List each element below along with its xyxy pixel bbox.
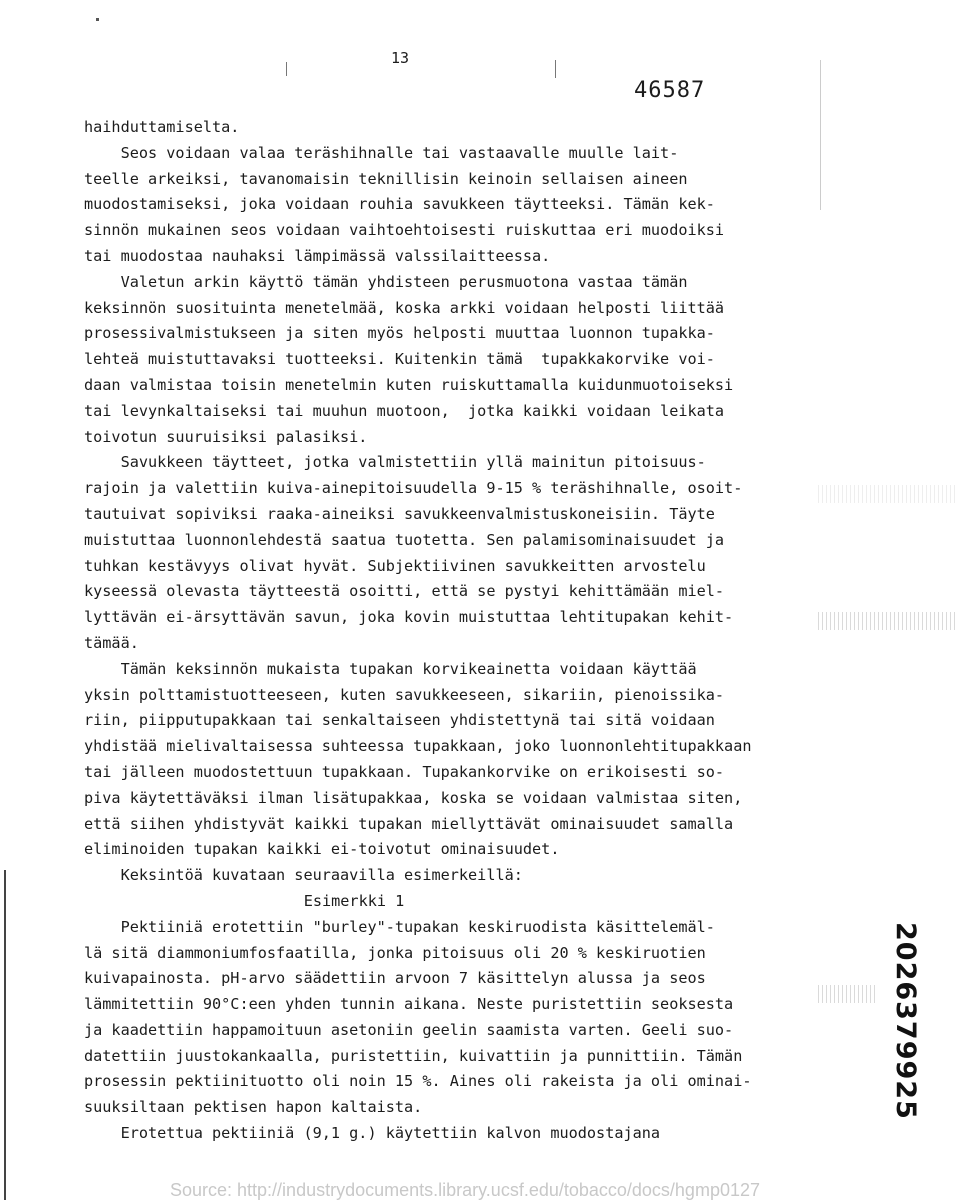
text-line: piva käytettäväksi ilman lisätupakkaa, koska se voidaan valmistaa siten, (84, 788, 743, 807)
scan-mark (555, 60, 556, 78)
text-line: ja kaadettiin happamoituun asetoniin geelin saamista varten. Geeli suo- (84, 1020, 734, 1039)
text-line: Savukkeen täytteet, jotka valmistettiin yllä mainitun pitoisuus- (84, 453, 706, 472)
scan-noise (818, 612, 958, 630)
text-line: Keksintöä kuvataan seuraavilla esimerkeillä: (84, 866, 523, 885)
text-line: tai jälleen muodostettuun tupakkaan. Tupakankorvike on erikoisesti so- (84, 762, 725, 781)
source-footer: Source: http://industrydocuments.library.ucsf.edu/tobacco/docs/hgmp0127 (170, 1180, 760, 1200)
text-line: Valetun arkin käyttö tämän yhdisteen perusmuotona vastaa tämän (84, 272, 688, 291)
text-line: kuivapainosta. pH-arvo säädettiin arvoon 7 käsittelyn alussa ja seos (84, 969, 706, 988)
text-line: tämää. (84, 633, 139, 652)
text-line: tai levynkaltaiseksi tai muuhun muotoon, jotka kaikki voidaan leikata (84, 401, 725, 420)
text-line: prosessin pektiinituotto oli noin 15 %. Aines oli rakeista ja oli ominai- (84, 1072, 752, 1091)
text-line: yksin polttamistuotteeseen, kuten savukkeeseen, sikariin, pienoissika- (84, 685, 725, 704)
text-line: daan valmistaa toisin menetelmin kuten ruiskuttamalla kuidunmuotoiseksi (84, 375, 734, 394)
text-line: prosessivalmistukseen ja siten myös helposti muuttaa luonnon tupakka- (84, 324, 715, 343)
text-line: Seos voidaan valaa teräshihnalle tai vastaavalle muulle lait- (84, 143, 679, 162)
text-line: kyseessä olevasta täytteestä osoitti, että se pystyi kehittämään miel- (84, 582, 725, 601)
section-heading: Esimerkki 1 (303, 891, 405, 910)
text-line: sinnön mukainen seos voidaan vaihtoehtoisesti ruiskuttaa eri muodoiksi (84, 221, 725, 240)
scan-mark (96, 18, 99, 21)
scan-mark (4, 870, 6, 1200)
text-line: tautuivat sopiviksi raaka-aineiksi savukkeenvalmistuskoneisiin. Täyte (84, 504, 715, 523)
text-line: datettiin juustokankaalla, puristettiin, kuivattiin ja punnittiin. Tämän (84, 1046, 743, 1065)
text-line: suuksiltaan pektisen hapon kaltaista. (84, 1098, 423, 1117)
text-line: muistuttaa luonnonlehdestä saatua tuotetta. Sen palamisominaisuudet ja (84, 530, 725, 549)
text-line: Pektiiniä erotettiin "burley"-tupakan keskiruodista käsittelemäl- (84, 917, 715, 936)
bates-number: 2026379925 (890, 922, 921, 1120)
text-line: haihduttamiselta. (84, 118, 240, 136)
text-line: lyttävän ei-ärsyttävän savun, joka kovin muistuttaa lehtitupakan kehit- (84, 608, 734, 627)
document-number: 46587 (634, 78, 706, 103)
scan-mark (820, 60, 821, 210)
scan-noise (818, 985, 878, 1003)
text-line: lämmitettiin 90°C:een yhden tunnin aikana. Neste puristettiin seoksesta (84, 995, 734, 1014)
text-line: rajoin ja valettiin kuiva-ainepitoisuudella 9-15 % teräshihnalle, osoit- (84, 479, 743, 498)
text-line: riin, piipputupakkaan tai senkaltaiseen yhdistettynä tai sitä voidaan (84, 711, 715, 730)
text-line: keksinnön suosituinta menetelmää, koska arkki voidaan helposti liittää (84, 298, 725, 317)
text-line: muodostamiseksi, joka voidaan rouhia savukkeen täytteeksi. Tämän kek- (84, 195, 715, 214)
text-line: Tämän keksinnön mukaista tupakan korvikeainetta voidaan käyttää (84, 659, 697, 678)
text-line: eliminoiden tupakan kaikki ei-toivotut ominaisuudet. (84, 840, 560, 859)
text-line: lä sitä diammoniumfosfaatilla, jonka pitoisuus oli 20 % keskiruotien (84, 943, 706, 962)
body-text (84, 115, 824, 1147)
text-line: että siihen yhdistyvät kaikki tupakan miellyttävät ominaisuudet samalla (84, 814, 734, 833)
text-line: lehteä muistuttavaksi tuotteeksi. Kuitenkin tämä tupakkakorvike voi- (84, 350, 715, 369)
page-number: 13 (391, 49, 410, 67)
text-line: toivotun suuruisiksi palasiksi. (84, 427, 368, 446)
text-line: Erotettua pektiiniä (9,1 g.) käytettiin kalvon muodostajana (84, 1124, 661, 1143)
text-line: tuhkan kestävyys olivat hyvät. Subjektiivinen savukkeitten arvostelu (84, 556, 706, 575)
text-line: tai muodostaa nauhaksi lämpimässä valssilaitteessa. (84, 246, 551, 265)
text-line: yhdistää mielivaltaisessa suhteessa tupakkaan, joko luonnonlehtitupakkaan (84, 737, 752, 756)
scan-mark (286, 62, 287, 76)
text-line: teelle arkeiksi, tavanomaisin teknillisin keinoin sellaisen aineen (84, 169, 688, 188)
scan-noise (818, 485, 958, 503)
